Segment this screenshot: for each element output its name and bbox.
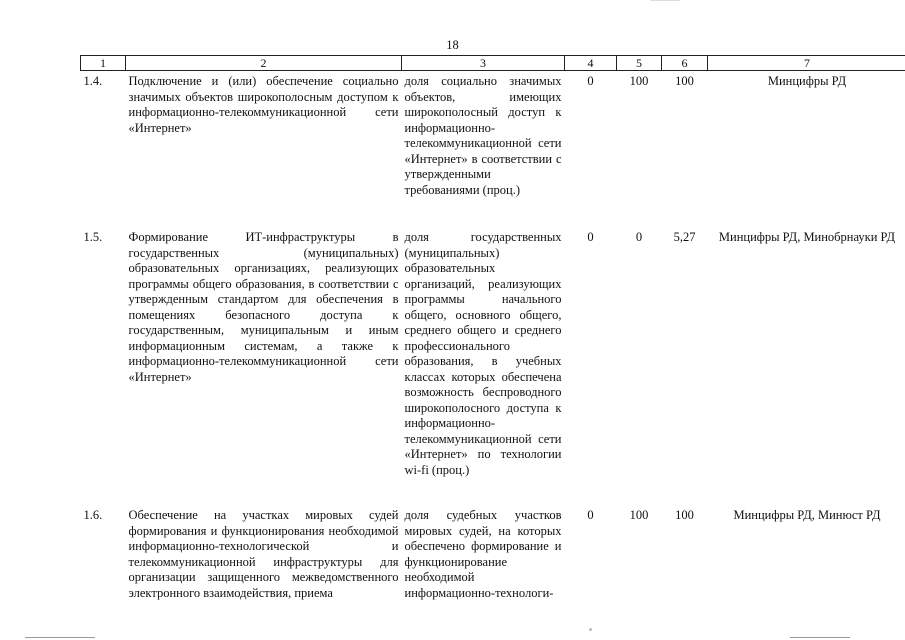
page-number: 18 (446, 38, 459, 52)
row-responsible: Минцифры РД, Минюст РД (733, 508, 881, 522)
scan-artifact-line (25, 637, 95, 638)
row-description: Подключение и (или) обеспечение социально значимых объектов широкополосным доступом к информационно-телекоммуникационной сети «Интернет» (128, 74, 399, 135)
header-col-6: 6 (662, 56, 708, 71)
table-row (81, 502, 905, 601)
header-col-2: 2 (126, 56, 402, 71)
program-table (80, 55, 905, 601)
row-number: 1.5. (83, 230, 103, 244)
row-indicator: доля судебных участков мировых судей, на которых обеспечено формирование и функционирование необходимой информационно-технологи- (404, 508, 562, 600)
header-row (81, 56, 905, 71)
scan-dot (589, 628, 592, 631)
row-indicator: доля государственных (муниципальных) образовательных организаций, реализующих программы начального общего, основного общего, среднего общего и среднего профессионального образования, в учебных классах которых обеспечена возможность беспроводного широкополосного доступа к информационно-телекоммуникационной сети «Интернет» по технологии wi-fi (проц.) (404, 230, 562, 477)
table-row (81, 71, 905, 223)
row-value-col5: 100 (629, 74, 649, 88)
row-responsible: Минцифры РД, Минобрнауки РД (718, 230, 896, 244)
row-responsible: Минцифры РД (767, 74, 847, 88)
scan-artifact-line (790, 637, 850, 638)
row-number: 1.4. (83, 74, 103, 88)
header-col-7: 7 (708, 56, 905, 71)
row-value-col5: 100 (629, 508, 649, 522)
row-description: Обеспечение на участках мировых судей формирования и функционирования необходимой информационно-технологической и телекоммуникационной инфраструктуры для организации защищенного межведомственного электронного взаимодействия, приема (128, 508, 399, 600)
row-description: Формирование ИТ-инфраструктуры в государственных (муниципальных) образовательных организациях, реализующих программы общего образования, в соответствии с утвержденным стандартом для обеспечения в помещениях безопасного доступа к государственным, муниципальным и иным информационным системам, а также к информационно-телекоммуникационной сети «Интернет» (128, 230, 399, 384)
header-col-4: 4 (565, 56, 617, 71)
row-value-col6: 100 (675, 508, 694, 522)
row-value-col6: 100 (675, 74, 694, 88)
row-value-col4: 0 (587, 230, 594, 244)
row-number: 1.6. (83, 508, 103, 522)
row-indicator: доля социально значимых объектов, имеющих широкополосный доступ к информационно-телекоммуникационной сети «Интернет» в соответствии с утвержденными требованиями (проц.) (404, 74, 562, 197)
header-col-5: 5 (617, 56, 662, 71)
table-row (81, 222, 905, 502)
row-value-col5: 0 (635, 230, 643, 244)
scan-artifact-line (650, 0, 680, 1)
header-col-3: 3 (402, 56, 565, 71)
row-value-col6: 5,27 (673, 230, 696, 244)
row-value-col4: 0 (587, 74, 594, 88)
header-col-1: 1 (81, 56, 126, 71)
row-value-col4: 0 (587, 508, 594, 522)
